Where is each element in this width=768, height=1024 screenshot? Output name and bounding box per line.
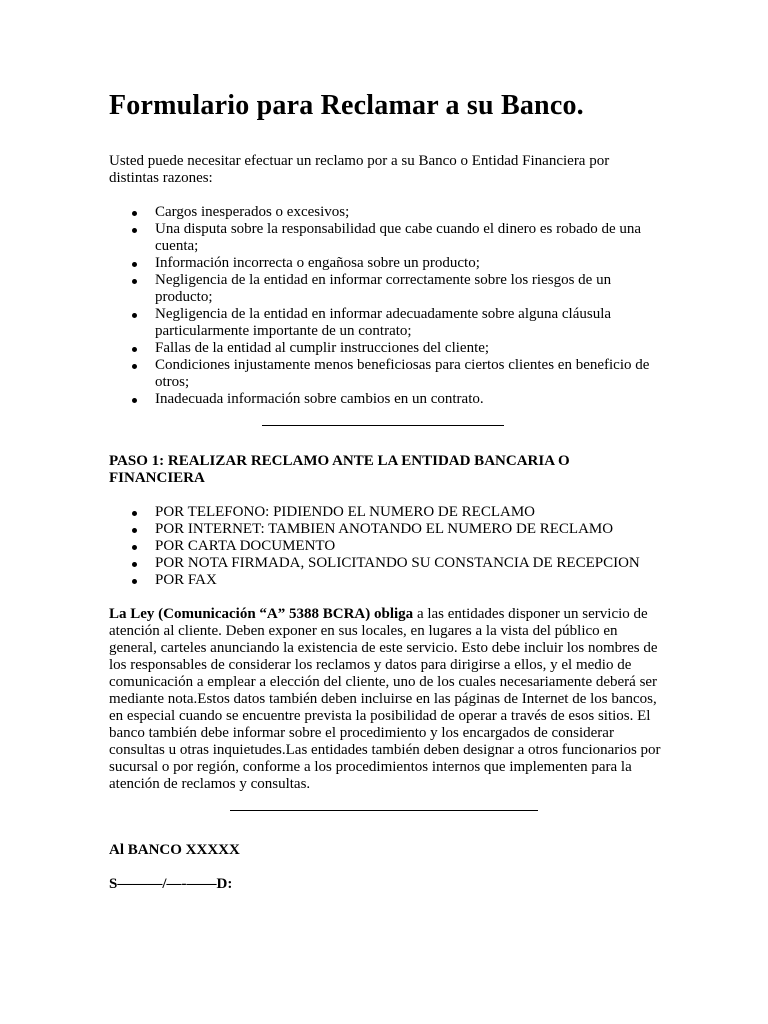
list-item: Información incorrecta o engañosa sobre un producto; <box>109 255 661 272</box>
list-item: POR INTERNET: TAMBIEN ANOTANDO EL NUMERO DE RECLAMO <box>109 521 661 538</box>
list-item: POR FAX <box>109 572 661 589</box>
list-item: Negligencia de la entidad en informar correctamente sobre los riesgos de un producto; <box>109 272 661 306</box>
list-item: POR NOTA FIRMADA, SOLICITANDO SU CONSTANCIA DE RECEPCION <box>109 555 661 572</box>
letter-salutation: S———/—-——D: <box>109 876 233 892</box>
list-item: Cargos inesperados o excesivos; <box>109 204 661 221</box>
list-item: Negligencia de la entidad en informar adecuadamente sobre alguna cláusula particularmente importante de un contrato; <box>109 306 661 340</box>
letter-addressee: Al BANCO XXXXX <box>109 842 240 858</box>
list-item: Fallas de la entidad al cumplir instrucciones del cliente; <box>109 340 661 357</box>
list-item: Condiciones injustamente menos beneficiosas para ciertos clientes en beneficio de otros; <box>109 357 661 391</box>
step1-methods-list <box>109 504 661 589</box>
law-citation: La Ley (Comunicación “A” 5388 BCRA) obliga <box>109 606 414 622</box>
law-paragraph <box>109 606 661 793</box>
section-divider <box>230 810 538 811</box>
list-item: Inadecuada información sobre cambios en un contrato. <box>109 391 661 408</box>
document-title: Formulario para Reclamar a su Banco. <box>109 90 584 121</box>
document-content <box>109 88 661 893</box>
intro-paragraph: Usted puede necesitar efectuar un reclamo por a su Banco o Entidad Financiera por distintas razones: <box>109 153 610 186</box>
section-divider <box>262 425 504 426</box>
list-item: Una disputa sobre la responsabilidad que cabe cuando el dinero es robado de una cuenta; <box>109 221 661 255</box>
list-item: POR TELEFONO: PIDIENDO EL NUMERO DE RECLAMO <box>109 504 661 521</box>
reasons-list <box>109 204 661 408</box>
list-item: POR CARTA DOCUMENTO <box>109 538 661 555</box>
law-body: a las entidades disponer un servicio de atención al cliente. Deben exponer en sus locales, en lugares a la vista del público en general, carteles anunciando la existencia de este servicio. Esto debe incluir los nombres de los responsables de considerar los reclamos y datos para dirigirse a ellos, y el medio de comunicación a emplear a elección del cliente, uno de los cuales necesariamente deberá ser mediante nota.Estos datos también deben incluirse en las páginas de Internet de los bancos, en especial cuando se encuentre prevista la posibilidad de operar a través de esos sitios. El banco también debe informar sobre el procedimiento y los encargados de considerar consultas u otras inquietudes.Las entidades también deben designar a otros funcionarios por sucursal o por región, conforme a los procedimientos internos que implementen para la atención de reclamos y consultas. <box>109 606 661 792</box>
step1-heading: PASO 1: REALIZAR RECLAMO ANTE LA ENTIDAD BANCARIA O FINANCIERA <box>109 453 570 486</box>
